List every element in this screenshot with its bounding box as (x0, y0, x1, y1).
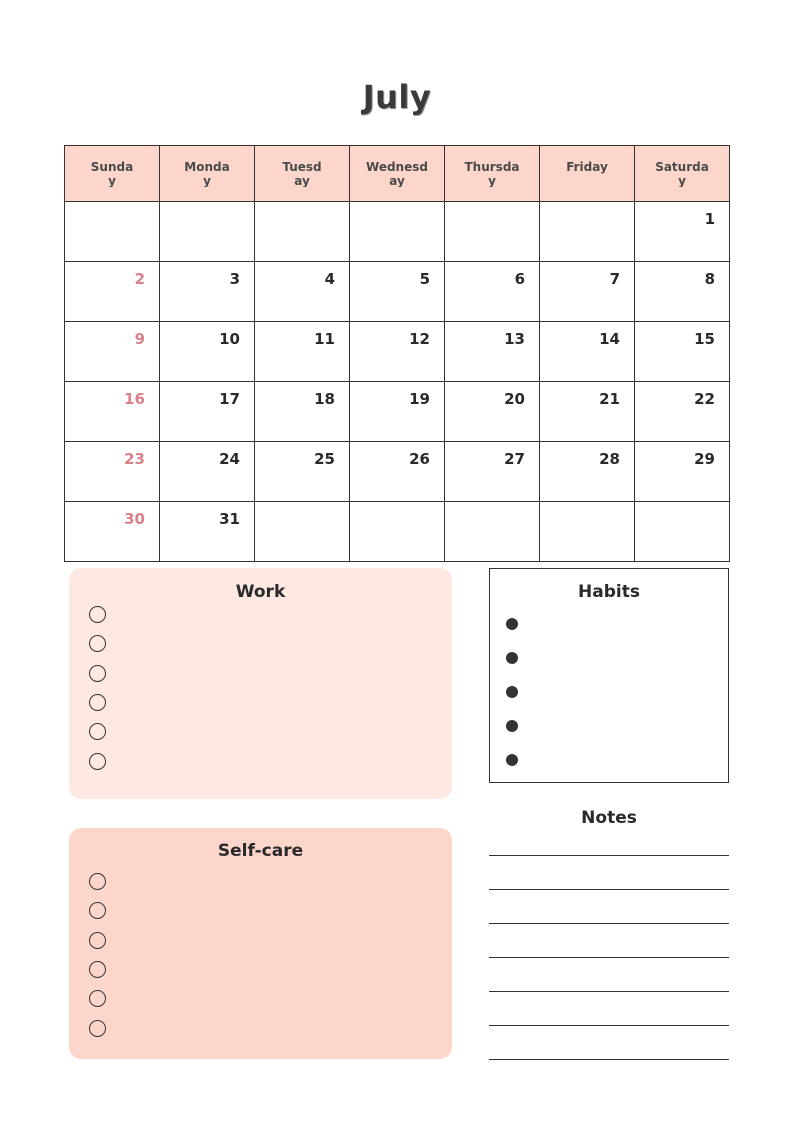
calendar-day-cell[interactable] (160, 442, 255, 502)
day-number: 13 (504, 330, 525, 348)
calendar-day-cell[interactable] (635, 262, 730, 322)
note-line[interactable] (489, 1059, 729, 1060)
calendar-day-cell[interactable] (255, 202, 350, 262)
work-title: Work (235, 582, 286, 602)
weekday-header (635, 146, 730, 202)
habit-bullet (506, 618, 518, 630)
checkbox-circle[interactable] (89, 1020, 106, 1037)
calendar-day-cell[interactable] (350, 382, 445, 442)
checkbox-circle[interactable] (89, 990, 106, 1007)
calendar-week-row (65, 262, 730, 322)
calendar-week-row (65, 382, 730, 442)
weekday-label: Friday (566, 160, 608, 174)
day-number: 11 (314, 330, 335, 348)
day-number: 19 (409, 390, 430, 408)
day-number: 6 (514, 270, 525, 288)
checkbox-circle[interactable] (89, 932, 106, 949)
weekday-header (160, 146, 255, 202)
weekday-header (350, 146, 445, 202)
selfcare-panel (69, 828, 452, 1059)
note-line[interactable] (489, 855, 729, 856)
calendar-day-cell[interactable] (255, 502, 350, 562)
habit-bullet (506, 686, 518, 698)
checkbox-circle[interactable] (89, 902, 106, 919)
habit-bullet (506, 652, 518, 664)
calendar-day-cell[interactable] (445, 442, 540, 502)
weekday-label: Monday (184, 160, 230, 187)
weekday-label: Tuesday (282, 160, 322, 187)
calendar-day-cell[interactable] (160, 502, 255, 562)
calendar-day-cell[interactable] (445, 382, 540, 442)
calendar-day-cell[interactable] (65, 202, 160, 262)
day-number: 18 (314, 390, 335, 408)
calendar-day-cell[interactable] (445, 202, 540, 262)
weekday-header (65, 146, 160, 202)
calendar-day-cell[interactable] (540, 502, 635, 562)
day-number: 26 (409, 450, 430, 468)
calendar-day-cell[interactable] (255, 442, 350, 502)
calendar-day-cell[interactable] (255, 322, 350, 382)
calendar-day-cell[interactable] (635, 442, 730, 502)
day-number: 9 (134, 330, 145, 348)
note-line[interactable] (489, 889, 729, 890)
checkbox-circle[interactable] (89, 961, 106, 978)
checkbox-circle[interactable] (89, 665, 106, 682)
habits-panel (489, 568, 729, 783)
calendar-week-row (65, 502, 730, 562)
calendar-day-cell[interactable] (65, 262, 160, 322)
calendar-day-cell[interactable] (65, 322, 160, 382)
day-number: 14 (599, 330, 620, 348)
calendar-week-row (65, 322, 730, 382)
calendar-day-cell[interactable] (635, 382, 730, 442)
calendar-day-cell[interactable] (255, 262, 350, 322)
checkbox-circle[interactable] (89, 694, 106, 711)
weekday-header-row (65, 146, 730, 202)
calendar-day-cell[interactable] (65, 382, 160, 442)
notes-title: Notes (581, 808, 637, 828)
calendar-week-row (65, 442, 730, 502)
checkbox-circle[interactable] (89, 606, 106, 623)
day-number: 2 (134, 270, 145, 288)
day-number: 5 (419, 270, 430, 288)
weekday-label: Saturday (655, 160, 709, 187)
calendar-day-cell[interactable] (160, 322, 255, 382)
checkbox-circle[interactable] (89, 723, 106, 740)
calendar-day-cell[interactable] (255, 382, 350, 442)
weekday-header (255, 146, 350, 202)
day-number: 1 (704, 210, 715, 228)
calendar-day-cell[interactable] (635, 202, 730, 262)
day-number: 27 (504, 450, 525, 468)
day-number: 21 (599, 390, 620, 408)
calendar-day-cell[interactable] (160, 202, 255, 262)
day-number: 10 (219, 330, 240, 348)
calendar-day-cell[interactable] (445, 502, 540, 562)
weekday-label: Thursday (464, 160, 520, 187)
day-number: 25 (314, 450, 335, 468)
day-number: 17 (219, 390, 240, 408)
calendar-week-row (65, 202, 730, 262)
calendar-day-cell[interactable] (540, 442, 635, 502)
selfcare-title: Self-care (217, 841, 304, 861)
weekday-header (540, 146, 635, 202)
calendar-day-cell[interactable] (635, 322, 730, 382)
weekday-header (445, 146, 540, 202)
day-number: 12 (409, 330, 430, 348)
habit-bullet (506, 754, 518, 766)
day-number: 29 (694, 450, 715, 468)
work-panel (69, 568, 452, 799)
calendar-day-cell[interactable] (350, 202, 445, 262)
checkbox-circle[interactable] (89, 753, 106, 770)
calendar-day-cell[interactable] (350, 262, 445, 322)
weekday-label: Wednesday (366, 160, 428, 187)
calendar-day-cell[interactable] (160, 262, 255, 322)
day-number: 20 (504, 390, 525, 408)
day-number: 23 (124, 450, 145, 468)
day-number: 8 (704, 270, 715, 288)
calendar-day-cell[interactable] (445, 322, 540, 382)
calendar-day-cell[interactable] (65, 442, 160, 502)
day-number: 3 (229, 270, 240, 288)
calendar-day-cell[interactable] (350, 442, 445, 502)
note-line[interactable] (489, 957, 729, 958)
calendar-day-cell[interactable] (350, 322, 445, 382)
day-number: 16 (124, 390, 145, 408)
calendar-day-cell[interactable] (540, 322, 635, 382)
calendar-day-cell[interactable] (540, 262, 635, 322)
day-number: 24 (219, 450, 240, 468)
calendar-day-cell[interactable] (160, 382, 255, 442)
note-line[interactable] (489, 923, 729, 924)
calendar-day-cell[interactable] (540, 382, 635, 442)
calendar-day-cell[interactable] (445, 262, 540, 322)
day-number: 22 (694, 390, 715, 408)
calendar-day-cell[interactable] (65, 502, 160, 562)
day-number: 7 (609, 270, 620, 288)
day-number: 28 (599, 450, 620, 468)
day-number: 30 (124, 510, 145, 528)
day-number: 15 (694, 330, 715, 348)
checkbox-circle[interactable] (89, 635, 106, 652)
habit-bullet (506, 720, 518, 732)
calendar-day-cell[interactable] (635, 502, 730, 562)
calendar-grid (64, 145, 730, 562)
day-number: 31 (219, 510, 240, 528)
note-line[interactable] (489, 1025, 729, 1026)
weekday-label: Sunday (90, 160, 134, 187)
calendar-day-cell[interactable] (540, 202, 635, 262)
note-line[interactable] (489, 991, 729, 992)
habits-title: Habits (578, 582, 640, 602)
month-title: July (362, 78, 432, 116)
calendar-day-cell[interactable] (350, 502, 445, 562)
day-number: 4 (324, 270, 335, 288)
checkbox-circle[interactable] (89, 873, 106, 890)
